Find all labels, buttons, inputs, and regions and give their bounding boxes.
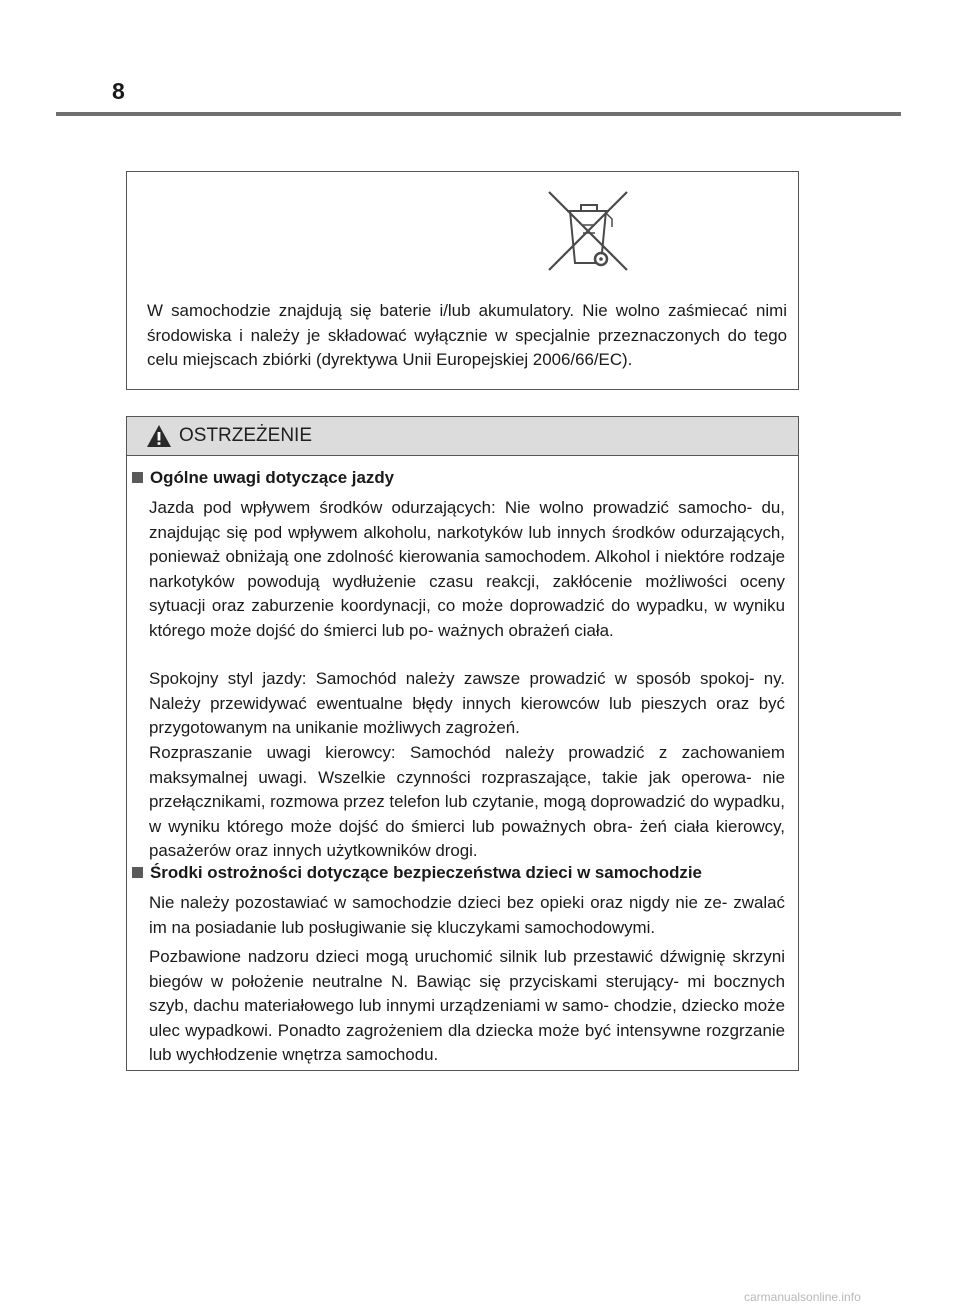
- watermark: carmanualsonline.info: [744, 1290, 861, 1304]
- section-heading: [132, 862, 792, 884]
- crossed-out-wheelie-bin-icon: [545, 189, 631, 273]
- section-heading: [132, 467, 792, 489]
- paragraph: Spokojny styl jazdy: Samochód należy zawsze prowadzić w sposób spokoj- ny. Należy przewidywać ewentualne błędy innych kierowców lub pieszych oraz być przygotowanym na unikanie możliwych zagrożeń.: [149, 669, 785, 738]
- section-heading-text: Ogólne uwagi dotyczące jazdy: [150, 468, 395, 487]
- warning-box: [126, 416, 799, 1071]
- disposal-text: W samochodzie znajdują się baterie i/lub akumulatory. Nie wolno zaśmiecać nimi środowiska i należy je składować wyłącznie w specjalnie przeznaczonych do tego celu miejscach zbiórki (dyrektywa Unii Europejskiej 2006/66/EC).: [147, 301, 787, 369]
- warning-title: OSTRZEŻENIE: [179, 425, 313, 446]
- paragraph: Jazda pod wpływem środków odurzających: Nie wolno prowadzić samocho- du, znajdując się pod wpływem alkoholu, narkotyków lub innych środków odurzających, ponieważ obniżają one zdolność kierowania samochodem. Alkohol i niektóre rodzaje narkotyków powodują wydłużenie czasu reakcji, zakłócenie możliwości oceny sytuacji oraz zaburzenie koordynacji, co może doprowadzić do wypadku, w wyniku którego może dojść do śmierci lub po- ważnych obrażeń ciała.: [149, 498, 785, 640]
- section-heading-text: Środki ostrożności dotyczące bezpieczeństwa dzieci w samochodzie: [150, 863, 702, 882]
- paragraph: Pozbawione nadzoru dzieci mogą uruchomić silnik lub przestawić dźwignię skrzyni biegów w położenie neutralne N. Bawiąc się przyciskami sterujący- mi bocznych szyb, dachu materiałowego lub innymi urządzeniami w samo- chodzie, dziecko może ulec wypadkowi. Ponadto zagrożeniem dla dziecka może być intensywne rozgrzanie lub wychłodzenie wnętrza samochodu.: [149, 947, 785, 1065]
- paragraph: Nie należy pozostawiać w samochodzie dzieci bez opieki oraz nigdy nie ze- zwalać im na posiadanie lub posługiwanie się kluczykami samochodowymi.: [149, 893, 785, 937]
- header-rule: [56, 112, 901, 116]
- battery-disposal-notice: [126, 171, 799, 390]
- paragraph: Rozpraszanie uwagi kierowcy: Samochód należy prowadzić z zachowaniem maksymalnej uwagi. Wszelkie czynności rozpraszające, takie jak operowa- nie przełącznikami, rozmowa przez telefon lub czytanie, mogą doprowadzić do wypadku, w wyniku którego może dojść do śmierci lub poważnych obra- żeń ciała kierowcy, pasażerów oraz innych użytkowników drogi.: [149, 743, 785, 861]
- bullet-square-icon: [132, 472, 143, 483]
- warning-header: [127, 417, 798, 456]
- warning-triangle-icon: [146, 424, 172, 448]
- page-number: 8: [112, 78, 125, 104]
- bullet-square-icon: [132, 867, 143, 878]
